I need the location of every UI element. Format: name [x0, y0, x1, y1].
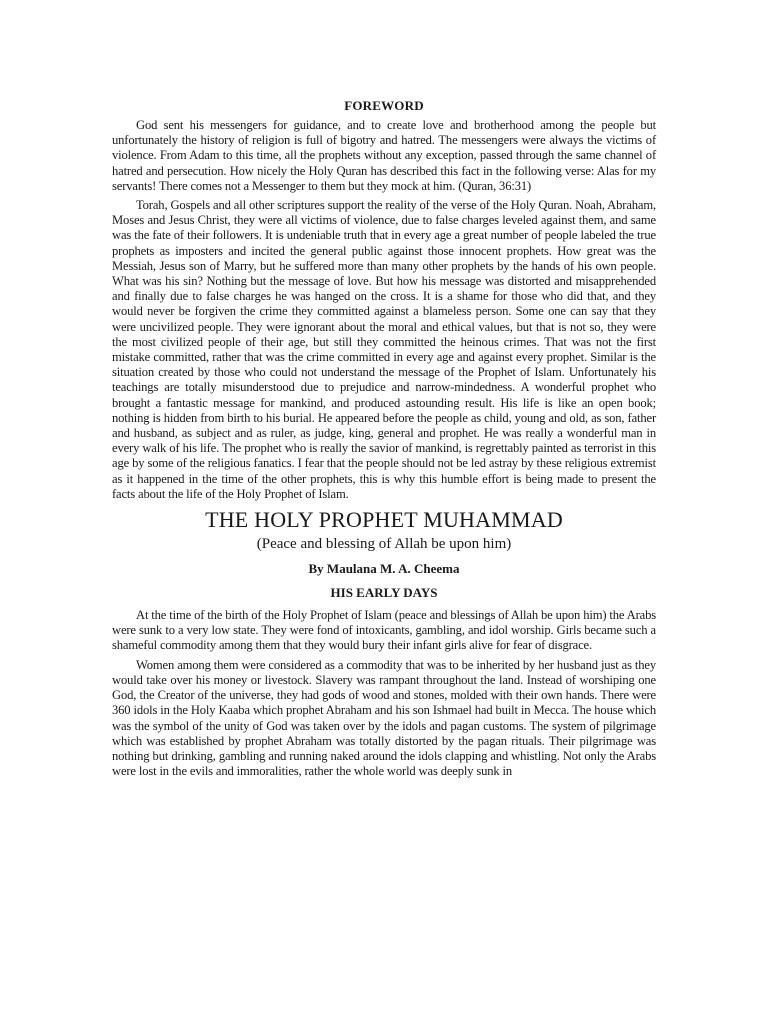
body-paragraph: Women among them were considered as a commodity that was to be inherited by her husband just as they would take over his money or livestock. Slavery was rampant throughout the land. Instead of worshiping one God, the Creator of the universe, they had gods of wood and stones, molded with their own hands. There were 360 idols in the Holy Kaaba which prophet Abraham and his son Ishmael had built in Mecca. The house which was the symbol of the unity of God was taken over by the idols and pagan customs. The system of pilgrimage which was established by prophet Abraham was totally distorted by the pagan rituals. Their pilgrimage was nothing but drinking, gambling and running naked around the idols clapping and whistling. Not only the Arabs were lost in the evils and immoralities, rather the whole world was deeply sunk in — [112, 657, 656, 779]
foreword-paragraph: God sent his messengers for guidance, and to create love and brotherhood among the people but unfortunately the history of religion is full of bigotry and hatred. The messengers were always the victims of violence. From Adam to this time, all the prophets without any exception, passed through the same channel of hatred and persecution. How nicely the Holy Quran has described this fact in the following verse: Alas for my servants! There comes not a Messenger to them but they mock at him. (Quran, 36:31) — [112, 118, 656, 193]
page-content — [112, 98, 656, 783]
body-paragraph: At the time of the birth of the Holy Prophet of Islam (peace and blessings of Allah be upon him) the Arabs were sunk to a very low state. They were fond of intoxicants, gambling, and idol worship. Girls became such a shameful commodity among them that they would bury their infant girls alive for fear of disgrace. — [112, 608, 656, 653]
section-heading: HIS EARLY DAYS — [330, 585, 438, 601]
main-subtitle: (Peace and blessing of Allah be upon him) — [256, 536, 512, 553]
foreword-paragraph: Torah, Gospels and all other scriptures support the reality of the verse of the Holy Quran. Noah, Abraham, Moses and Jesus Christ, they were all victims of violence, due to false charges leveled against them, and same was the fate of their followers. It is undeniable truth that in every age a great number of people labeled the true prophets as imposters and incited the general public against those innocent prophets. How great was the Messiah, Jesus son of Marry, but he suffered more than many other prophets by the hands of his own people. What was his sin? Nothing but the message of love. But how his message was distorted and misapprehended and finally due to false charges he was hanged on the cross. It is a shame for those who did that, and they would never be forgiven the crime they committed against a blameless person. Some one can say that they were uncivilized people. They were ignorant about the moral and ethical values, but that is not so, they were the most civilized people of their age, but still they committed the heinous crimes. That was not the first mistake committed, rather that was the crime committed in every age and against every prophet. Similar is the situation created by those who could not understand the message of the Prophet of Islam. Unfortunately his teachings are totally misunderstood due to prejudice and narrow-mindedness. A wonderful prophet who brought a fantastic message for mankind, and produced astounding result. His life is like an open book; nothing is hidden from birth to his burial. He appeared before the people as child, young and old, as son, father and husband, as subject and as ruler, as judge, king, general and prophet. He was really a wonderful man in every walk of his life. The prophet who is really the savior of mankind, is regrettably painted as terrorist in this age by some of the religious fanatics. I fear that the people should not be led astray by these religious extremist as it happened in the time of the other prophets, this is why this humble effort is being made to present the facts about the life of the Holy Prophet of Islam. — [112, 198, 656, 501]
main-title: THE HOLY PROPHET MUHAMMAD — [205, 507, 563, 533]
foreword-heading: FOREWORD — [344, 98, 424, 113]
author-line: By Maulana M. A. Cheema — [308, 561, 460, 577]
